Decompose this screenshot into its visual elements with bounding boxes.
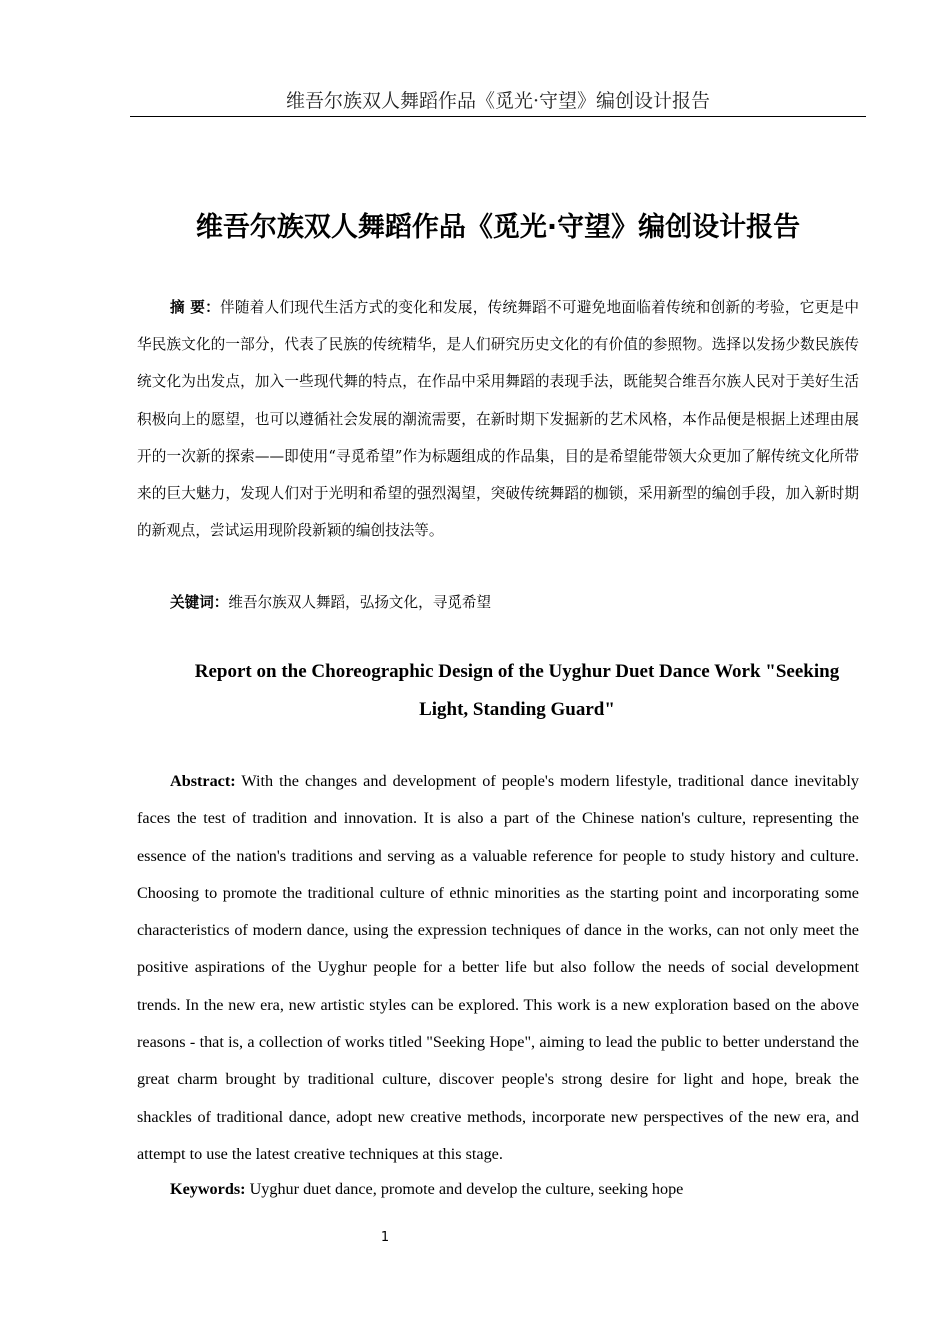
english-title: Report on the Choreographic Design of the Uyghur Duet Dance Work "Seeking Light, Standing Guard": [194, 661, 840, 720]
english-keywords-label: Keywords:: [170, 1180, 246, 1198]
english-abstract: [137, 763, 859, 1173]
chinese-abstract-label: 摘 要：: [170, 299, 220, 316]
chinese-abstract: [137, 289, 859, 549]
english-keywords-text: Uyghur duet dance, promote and develop the culture, seeking hope: [245, 1180, 684, 1198]
english-abstract-label: Abstract:: [170, 772, 236, 790]
english-abstract-text: With the changes and development of people's modern lifestyle, traditional dance inevitably faces the test of tradition and innovation. It is also a part of the Chinese nation's culture, representing the essence of the nation's traditions and serving as a valuable reference for people to study history and culture. Choosing to promote the traditional culture of ethnic minorities as the starting point and incorporating some characteristics of modern dance, using the expression techniques of dance in the works, can not only meet the positive aspirations of the Uyghur people for a better life but also follow the needs of social development trends. In the new era, new artistic styles can be explored. This work is a new exploration based on the above reasons - that is, a collection of works titled "Seeking Hope", aiming to lead the public to better understand the great charm brought by traditional culture, discover people's strong desire for light and hope, break the shackles of traditional dance, adopt new creative methods, incorporate new perspectives of the new era, and attempt to use the latest creative techniques at this stage.: [137, 772, 859, 1163]
header-rule: [130, 116, 866, 117]
chinese-keywords: [170, 586, 860, 620]
chinese-abstract-text: 伴随着人们现代生活方式的变化和发展，传统舞蹈不可避免地面临着传统和创新的考验，它更是中华民族文化的一部分，代表了民族的传统精华，是人们研究历史文化的有价值的参照物。选择以发扬少数民族传统文化为出发点，加入一些现代舞的特点，在作品中采用舞蹈的表现手法，既能契合维吾尔族人民对于美好生活积极向上的愿望，也可以遵循社会发展的潮流需要，在新时期下发掘新的艺术风格，本作品便是根据上述理由展开的一次新的探索——即使用“寻觅希望”作为标题组成的作品集，目的是希望能带领大众更加了解传统文化所带来的巨大魅力，发现人们对于光明和希望的强烈渴望，突破传统舞蹈的枷锁，采用新型的编创手段，加入新时期的新观点，尝试运用现阶段新颖的编创技法等。: [137, 299, 859, 540]
running-header: 维吾尔族双人舞蹈作品《觅光·守望》编创设计报告: [285, 90, 711, 112]
page-number: 1: [380, 1230, 390, 1245]
chinese-title: 维吾尔族双人舞蹈作品《觅光·守望》编创设计报告: [195, 212, 801, 243]
english-keywords: [170, 1172, 860, 1206]
chinese-keywords-text: 维吾尔族双人舞蹈，弘扬文化，寻觅希望: [228, 594, 492, 611]
chinese-keywords-label: 关键词：: [170, 594, 229, 611]
